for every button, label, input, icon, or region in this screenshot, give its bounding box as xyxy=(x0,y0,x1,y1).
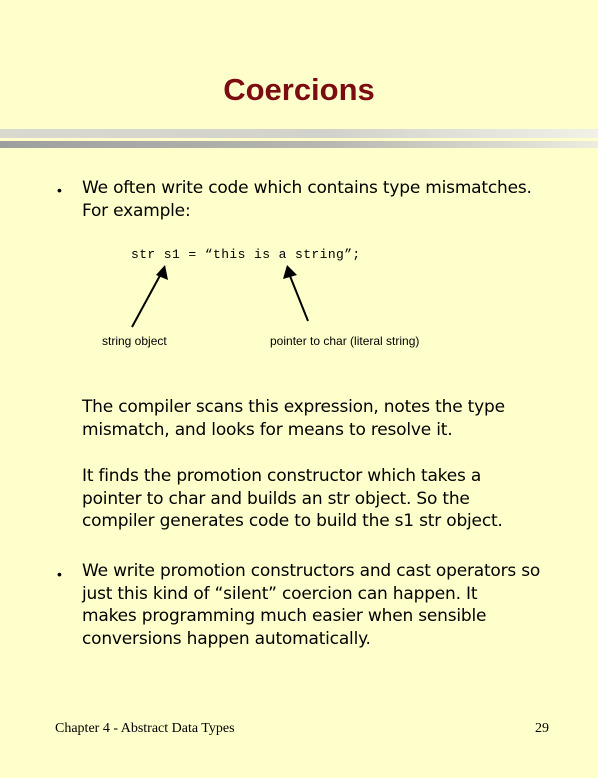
paragraph3-line-1: It finds the promotion constructor which takes a xyxy=(82,466,482,486)
bullet-marker-1: • xyxy=(57,182,62,198)
label-pointer-to-char: pointer to char (literal string) xyxy=(270,334,420,348)
bullet1-line-2: For example: xyxy=(82,200,191,221)
arrow-to-s1 xyxy=(132,270,163,327)
label-string-object: string object xyxy=(102,334,167,348)
slide-title: Coercions xyxy=(223,72,375,107)
bullet2-line-4: conversions happen automatically. xyxy=(82,628,371,649)
paragraph-compiler-scan xyxy=(82,396,505,441)
footer-page-number: 29 xyxy=(535,721,549,736)
paragraph2-line-2: mismatch, and looks for means to resolve it. xyxy=(82,419,453,440)
bullet1-line-1: We often write code which contains type mismatches. xyxy=(82,178,532,198)
bullet-marker-2: • xyxy=(57,566,62,582)
arrow-to-literal xyxy=(290,276,308,321)
paragraph-promotion-constructor xyxy=(82,465,503,533)
bullet2-line-2: just this kind of “silent” coercion can happen. It xyxy=(82,583,478,604)
arrow-head-right xyxy=(283,265,297,279)
paragraph3-line-2: pointer to char and builds an str object. So the xyxy=(82,488,470,509)
paragraph2-line-1: The compiler scans this expression, notes the type xyxy=(82,397,505,417)
paragraph3-line-3: compiler generates code to build the s1 str object. xyxy=(82,511,503,531)
bullet2-line-3: makes programming much easier when sensible xyxy=(82,606,487,626)
footer-chapter: Chapter 4 - Abstract Data Types xyxy=(55,721,235,736)
bullet2-line-1: We write promotion constructors and cast operators so xyxy=(82,561,541,581)
code-example: str s1 = “this is a string”; xyxy=(131,247,361,262)
bullet2-text xyxy=(82,560,540,650)
